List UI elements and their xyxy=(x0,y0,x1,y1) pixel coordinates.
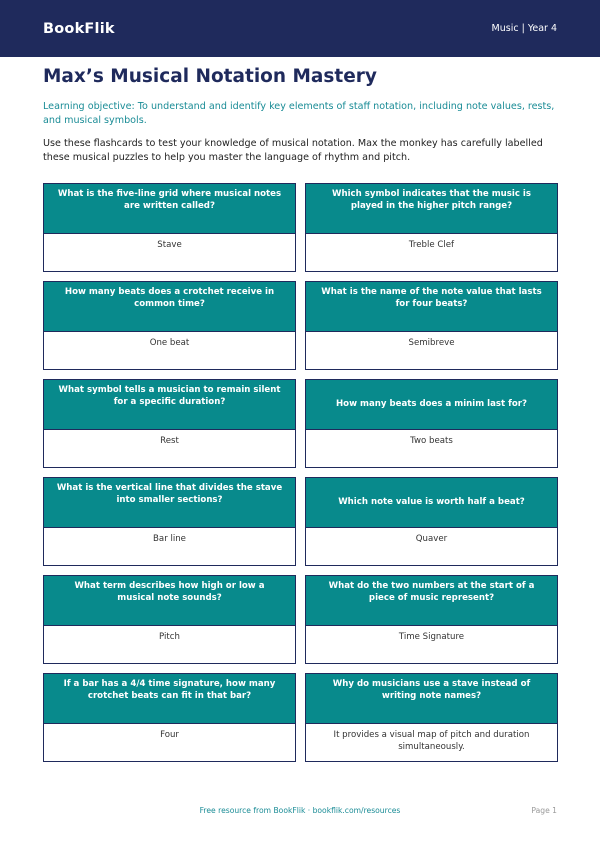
footer-link[interactable]: Free resource from BookFlik · bookflik.com/resources xyxy=(199,806,401,815)
flashcard-question: What do the two numbers at the start of a piece of music represent? xyxy=(306,576,557,625)
flashcard-answer: Rest xyxy=(44,429,295,467)
flashcard xyxy=(305,575,558,664)
flashcard-grid xyxy=(43,183,558,762)
flashcard-answer: Bar line xyxy=(44,527,295,565)
subject-year-label: Music | Year 4 xyxy=(491,23,557,34)
flashcard-answer: Treble Clef xyxy=(306,233,557,271)
page-number: Page 1 xyxy=(531,806,557,815)
flashcard xyxy=(43,673,296,762)
flashcard xyxy=(305,477,558,566)
flashcard-question: What symbol tells a musician to remain silent for a specific duration? xyxy=(44,380,295,429)
flashcard-question: Why do musicians use a stave instead of writing note names? xyxy=(306,674,557,723)
flashcard-answer: Pitch xyxy=(44,625,295,663)
flashcard xyxy=(43,379,296,468)
flashcard xyxy=(43,575,296,664)
page-title: Max’s Musical Notation Mastery xyxy=(43,66,377,87)
flashcard xyxy=(305,281,558,370)
flashcard-question: Which note value is worth half a beat? xyxy=(306,478,557,527)
flashcard-answer: Quaver xyxy=(306,527,557,565)
intro-text: Use these flashcards to test your knowledge of musical notation. Max the monkey has carefully labelled these musical puzzles to help you master the language of rhythm and pitch. xyxy=(43,138,543,163)
flashcard-answer: Time Signature xyxy=(306,625,557,663)
flashcard-answer: Four xyxy=(44,723,295,761)
flashcard xyxy=(305,183,558,272)
flashcard xyxy=(43,183,296,272)
learning-objective: Learning objective: To understand and identify key elements of staff notation, including note values, rests, and musical symbols. xyxy=(43,101,555,126)
page-header xyxy=(0,0,600,57)
flashcard-question: If a bar has a 4/4 time signature, how many crotchet beats can fit in that bar? xyxy=(44,674,295,723)
flashcard-question: What is the vertical line that divides the stave into smaller sections? xyxy=(44,478,295,527)
flashcard-question: Which symbol indicates that the music is played in the higher pitch range? xyxy=(306,184,557,233)
flashcard xyxy=(305,673,558,762)
flashcard-question: What is the five-line grid where musical notes are written called? xyxy=(44,184,295,233)
flashcard-answer: It provides a visual map of pitch and duration simultaneously. xyxy=(306,723,557,761)
flashcard-question: What term describes how high or low a musical note sounds? xyxy=(44,576,295,625)
flashcard-question: What is the name of the note value that lasts for four beats? xyxy=(306,282,557,331)
flashcard-answer: Stave xyxy=(44,233,295,271)
flashcard-question: How many beats does a minim last for? xyxy=(306,380,557,429)
flashcard-answer: One beat xyxy=(44,331,295,369)
flashcard-question: How many beats does a crotchet receive in common time? xyxy=(44,282,295,331)
flashcard-answer: Two beats xyxy=(306,429,557,467)
flashcard xyxy=(305,379,558,468)
flashcard xyxy=(43,477,296,566)
flashcard-answer: Semibreve xyxy=(306,331,557,369)
flashcard xyxy=(43,281,296,370)
brand-logo[interactable]: BookFlik xyxy=(43,20,115,37)
